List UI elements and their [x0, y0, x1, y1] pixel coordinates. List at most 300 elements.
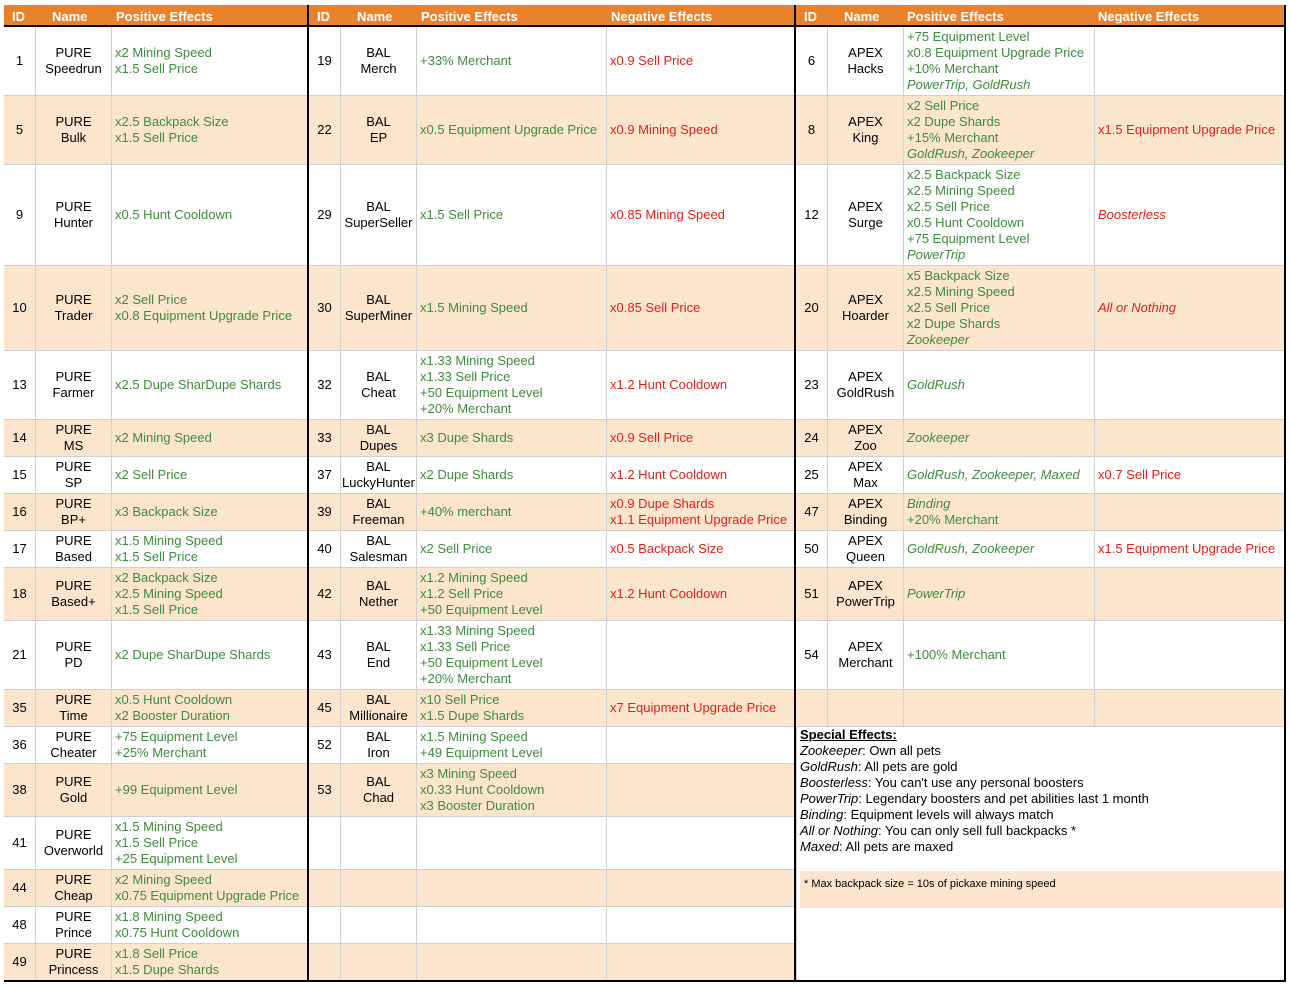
- effect-line: +100% Merchant: [907, 647, 1006, 662]
- cell-neg: [1095, 494, 1286, 531]
- effect-line: x1.5 Mining Speed: [115, 819, 223, 834]
- cell-pos: [417, 817, 607, 870]
- effect-line: BAL: [366, 774, 391, 789]
- cell-id: [796, 690, 828, 727]
- effect-line: Cheat: [361, 385, 396, 400]
- special-desc: : Own all pets: [862, 743, 941, 758]
- cell-name: [341, 266, 417, 351]
- cell-pos: [417, 944, 607, 981]
- effect-line: BAL: [366, 422, 391, 437]
- effect-line: BAL: [366, 292, 391, 307]
- cell-pos: [904, 690, 1095, 727]
- special-effect-item: [800, 807, 1286, 823]
- effect-line: x3 Mining Speed: [420, 766, 517, 781]
- special-term: Binding: [800, 807, 844, 822]
- effect-line: x2 Booster Duration: [115, 708, 230, 723]
- special-effect-item: [800, 839, 1286, 855]
- cell-name: [341, 165, 417, 266]
- cell-pos: [112, 907, 309, 944]
- effect-line: Hacks: [847, 61, 884, 76]
- row-id: 37: [317, 467, 332, 482]
- effect-line: BAL: [366, 459, 391, 474]
- cell-pos: [112, 727, 309, 764]
- header-row: [309, 5, 797, 27]
- header-negative-effects: Negative Effects: [1098, 9, 1200, 24]
- effect-line: BAL: [366, 199, 391, 214]
- effect-line: x0.5 Equipment Upgrade Price: [420, 122, 598, 137]
- effect-line: Princess: [48, 962, 99, 977]
- cell-id: [309, 494, 341, 531]
- cell-id: [796, 531, 828, 568]
- effect-line: Binding: [907, 496, 951, 511]
- special-desc: : All pets are gold: [857, 759, 958, 774]
- row-id: 32: [317, 377, 332, 392]
- row-id: 54: [804, 647, 819, 662]
- special-desc: : You can only sell full backpacks *: [878, 823, 1077, 838]
- cell-neg: [607, 944, 797, 981]
- effect-line: PowerTrip: [907, 586, 966, 601]
- effect-line: x0.5 Backpack Size: [610, 541, 724, 556]
- effect-line: x1.33 Sell Price: [420, 369, 511, 384]
- effect-line: x3 Dupe Shards: [420, 430, 514, 445]
- effect-line: Zookeeper: [907, 430, 970, 445]
- cell-name: [341, 944, 417, 981]
- effect-line: x2 Backpack Size: [115, 570, 218, 585]
- cell-pos: [417, 568, 607, 621]
- row-id: 50: [804, 541, 819, 556]
- cell-pos: [112, 817, 309, 870]
- header-positive-effects: Positive Effects: [907, 9, 1004, 24]
- cell-pos: [904, 568, 1095, 621]
- cell-name: [341, 870, 417, 907]
- header-name: Name: [52, 9, 88, 24]
- effect-line: x0.5 Hunt Cooldown: [907, 215, 1025, 230]
- cell-pos: [904, 531, 1095, 568]
- effect-line: PURE: [55, 639, 92, 654]
- effect-line: x2 Sell Price: [115, 292, 188, 307]
- cell-neg: [607, 27, 797, 96]
- effect-line: x2 Dupe SharDupe Shards: [115, 647, 271, 662]
- special-term: GoldRush: [800, 759, 858, 774]
- row-id: 30: [317, 300, 332, 315]
- cell-name: [36, 690, 112, 727]
- effect-line: PURE: [55, 114, 92, 129]
- row-id: 45: [317, 700, 332, 715]
- effect-line: Freeman: [352, 512, 405, 527]
- effect-line: x1.5 Mining Speed: [420, 729, 528, 744]
- effect-line: Chad: [362, 790, 395, 805]
- cell-pos: [112, 420, 309, 457]
- effect-line: APEX: [848, 422, 883, 437]
- row-id: 24: [804, 430, 819, 445]
- cell-id: [796, 351, 828, 420]
- cell-neg: [607, 727, 797, 764]
- cell-pos: [112, 944, 309, 981]
- effect-line: BAL: [366, 533, 391, 548]
- cell-name: [341, 531, 417, 568]
- cell-pos: [904, 27, 1095, 96]
- cell-neg: [1095, 531, 1286, 568]
- cell-name: [828, 457, 904, 494]
- effect-line: x2 Dupe Shards: [907, 114, 1001, 129]
- cell-name: [341, 690, 417, 727]
- row-id: 29: [317, 207, 332, 222]
- cell-name: [36, 457, 112, 494]
- effect-line: +25% Merchant: [115, 745, 207, 760]
- cell-pos: [904, 266, 1095, 351]
- header-row: [796, 5, 1286, 27]
- cell-id: [309, 817, 341, 870]
- effect-line: APEX: [848, 533, 883, 548]
- row-id: 20: [804, 300, 819, 315]
- cell-pos: [904, 96, 1095, 165]
- effect-line: GoldRush: [907, 377, 965, 392]
- cell-pos: [112, 165, 309, 266]
- effect-line: Queen: [845, 549, 886, 564]
- effect-line: LuckyHunter: [342, 475, 415, 490]
- cell-name: [828, 531, 904, 568]
- effect-line: Hunter: [53, 215, 94, 230]
- cell-pos: [417, 727, 607, 764]
- row-id: 23: [804, 377, 819, 392]
- cell-id: [309, 457, 341, 494]
- effect-line: Time: [59, 708, 88, 723]
- effect-line: Farmer: [52, 385, 95, 400]
- special-term: Zookeeper: [800, 743, 863, 758]
- cell-neg: [1095, 420, 1286, 457]
- effect-line: SuperSeller: [344, 215, 413, 230]
- effect-line: Hoarder: [842, 308, 889, 323]
- cell-name: [341, 568, 417, 621]
- cell-id: [309, 96, 341, 165]
- cell-neg: [607, 621, 797, 690]
- cell-id: [309, 568, 341, 621]
- effect-line: x1.5 Sell Price: [420, 207, 504, 222]
- effect-line: BAL: [366, 496, 391, 511]
- cell-neg: [607, 351, 797, 420]
- effect-line: x1.5 Sell Price: [115, 61, 199, 76]
- cell-name: [36, 165, 112, 266]
- cell-pos: [417, 96, 607, 165]
- cell-pos: [417, 531, 607, 568]
- cell-neg: [1095, 568, 1286, 621]
- effect-line: Overworld: [43, 843, 104, 858]
- cell-id: [309, 870, 341, 907]
- effect-line: MS: [63, 438, 84, 453]
- effect-line: x2 Dupe Shards: [420, 467, 514, 482]
- cell-pos: [417, 870, 607, 907]
- effect-line: +50 Equipment Level: [420, 655, 543, 670]
- cell-pos: [417, 27, 607, 96]
- cell-neg: [607, 420, 797, 457]
- special-term: Maxed: [800, 839, 840, 854]
- effect-line: x1.2 Hunt Cooldown: [610, 467, 728, 482]
- row-id: 38: [12, 782, 27, 797]
- effect-line: PURE: [55, 199, 92, 214]
- cell-id: [309, 351, 341, 420]
- cell-pos: [417, 621, 607, 690]
- effect-line: Max: [853, 475, 878, 490]
- effect-line: Millionaire: [349, 708, 408, 723]
- divider: [1284, 5, 1286, 982]
- cell-id: [4, 764, 36, 817]
- cell-pos: [904, 165, 1095, 266]
- effect-line: x0.33 Hunt Cooldown: [420, 782, 545, 797]
- effect-line: PURE: [55, 872, 92, 887]
- cell-name: [828, 420, 904, 457]
- effect-line: PURE: [55, 292, 92, 307]
- effect-line: x1.2 Hunt Cooldown: [610, 586, 728, 601]
- cell-pos: [417, 457, 607, 494]
- cell-name: [828, 690, 904, 727]
- effect-line: SP: [64, 475, 83, 490]
- effects-table: [4, 5, 1286, 982]
- effect-line: Prince: [55, 925, 92, 940]
- cell-name: [828, 165, 904, 266]
- effect-line: x1.2 Sell Price: [420, 586, 504, 601]
- cell-neg: [607, 907, 797, 944]
- effect-line: APEX: [848, 45, 883, 60]
- effect-line: BAL: [366, 369, 391, 384]
- row-id: 36: [12, 737, 27, 752]
- row-id: 22: [317, 122, 332, 137]
- effect-line: PURE: [55, 459, 92, 474]
- cell-name: [36, 96, 112, 165]
- effect-line: Cheater: [50, 745, 97, 760]
- effect-line: PURE: [55, 729, 92, 744]
- effect-line: +75 Equipment Level: [115, 729, 238, 744]
- cell-id: [796, 266, 828, 351]
- cell-neg: [1095, 690, 1286, 727]
- effect-line: Based: [55, 549, 92, 564]
- special-term: PowerTrip: [800, 791, 859, 806]
- cell-pos: [112, 27, 309, 96]
- cell-id: [309, 531, 341, 568]
- cell-id: [4, 870, 36, 907]
- effect-line: x1.1 Equipment Upgrade Price: [610, 512, 788, 527]
- effect-line: x1.33 Sell Price: [420, 639, 511, 654]
- cell-name: [36, 907, 112, 944]
- row-id: 18: [12, 586, 27, 601]
- cell-pos: [112, 568, 309, 621]
- cell-pos: [112, 494, 309, 531]
- effect-line: +75 Equipment Level: [907, 29, 1030, 44]
- cell-pos: [112, 96, 309, 165]
- header-name: Name: [844, 9, 880, 24]
- effect-line: PURE: [55, 827, 92, 842]
- cell-id: [4, 690, 36, 727]
- effect-line: x0.9 Mining Speed: [610, 122, 718, 137]
- row-id: 51: [804, 586, 819, 601]
- cell-id: [796, 568, 828, 621]
- cell-pos: [417, 907, 607, 944]
- effect-line: Gold: [59, 790, 88, 805]
- effect-line: APEX: [848, 578, 883, 593]
- cell-pos: [417, 494, 607, 531]
- cell-neg: [607, 690, 797, 727]
- effect-line: SuperMiner: [344, 308, 413, 323]
- effect-line: +40% merchant: [420, 504, 512, 519]
- cell-name: [36, 817, 112, 870]
- row-id: 25: [804, 467, 819, 482]
- effect-line: x2.5 Dupe SharDupe Shards: [115, 377, 282, 392]
- effect-line: +99 Equipment Level: [115, 782, 238, 797]
- cell-name: [828, 27, 904, 96]
- effect-line: x0.9 Sell Price: [610, 430, 694, 445]
- effect-line: Nether: [358, 594, 399, 609]
- special-desc: : You can't use any personal boosters: [867, 775, 1084, 790]
- special-effect-item: [800, 775, 1286, 791]
- effect-line: x2 Mining Speed: [115, 430, 212, 445]
- effect-line: King: [852, 130, 879, 145]
- effect-line: BAL: [366, 45, 391, 60]
- cell-id: [796, 621, 828, 690]
- cell-neg: [607, 96, 797, 165]
- cell-id: [4, 727, 36, 764]
- header-row: [4, 5, 309, 27]
- effect-line: +75 Equipment Level: [907, 231, 1030, 246]
- effect-line: x1.5 Mining Speed: [115, 533, 223, 548]
- special-desc: : All pets are maxed: [839, 839, 954, 854]
- effect-line: x1.33 Mining Speed: [420, 353, 535, 368]
- effect-line: x1.33 Mining Speed: [420, 623, 535, 638]
- effect-line: +25 Equipment Level: [115, 851, 238, 866]
- effect-line: Iron: [367, 745, 390, 760]
- row-id: 16: [12, 504, 27, 519]
- effect-line: BAL: [366, 578, 391, 593]
- effect-line: x0.5 Hunt Cooldown: [115, 692, 233, 707]
- cell-id: [4, 907, 36, 944]
- cell-neg: [607, 494, 797, 531]
- effect-line: +20% Merchant: [420, 671, 512, 686]
- row-id: 9: [15, 207, 24, 222]
- row-id: 43: [317, 647, 332, 662]
- cell-neg: [1095, 165, 1286, 266]
- cell-name: [828, 568, 904, 621]
- effect-line: x2 Mining Speed: [115, 872, 212, 887]
- cell-name: [36, 420, 112, 457]
- effect-line: x1.5 Dupe Shards: [420, 708, 525, 723]
- cell-pos: [417, 266, 607, 351]
- effect-line: PURE: [55, 578, 92, 593]
- special-term: All or Nothing: [800, 823, 879, 838]
- effect-line: x2.5 Sell Price: [907, 300, 991, 315]
- row-id: 12: [804, 207, 819, 222]
- effect-line: Speedrun: [45, 61, 102, 76]
- special-effects-title: Special Effects:: [800, 727, 897, 742]
- row-id: 21: [12, 647, 27, 662]
- effect-line: PURE: [55, 533, 92, 548]
- cell-pos: [112, 690, 309, 727]
- effect-line: PD: [64, 655, 83, 670]
- header-id: ID: [317, 9, 330, 24]
- cell-id: [796, 27, 828, 96]
- cell-pos: [112, 870, 309, 907]
- cell-id: [4, 351, 36, 420]
- cell-neg: [607, 817, 797, 870]
- effect-line: +50 Equipment Level: [420, 602, 543, 617]
- effect-line: x0.75 Hunt Cooldown: [115, 925, 240, 940]
- special-desc: : Legendary boosters and pet abilities last 1 month: [858, 791, 1149, 806]
- effect-line: BAL: [366, 114, 391, 129]
- cell-name: [341, 494, 417, 531]
- effect-line: PowerTrip: [836, 594, 895, 609]
- effect-line: x7 Equipment Upgrade Price: [610, 700, 777, 715]
- row-id: 48: [12, 917, 27, 932]
- cell-name: [341, 727, 417, 764]
- row-id: 6: [807, 53, 816, 68]
- divider: [794, 5, 796, 982]
- cell-name: [341, 817, 417, 870]
- effect-line: x1.5 Equipment Upgrade Price: [1098, 122, 1276, 137]
- cell-name: [828, 494, 904, 531]
- effect-line: PURE: [55, 45, 92, 60]
- cell-neg: [1095, 266, 1286, 351]
- cell-name: [341, 907, 417, 944]
- effect-line: x1.5 Mining Speed: [420, 300, 528, 315]
- cell-name: [341, 764, 417, 817]
- effect-line: +33% Merchant: [420, 53, 512, 68]
- cell-id: [309, 27, 341, 96]
- effect-line: PowerTrip: [907, 247, 966, 262]
- effect-line: x3 Backpack Size: [115, 504, 218, 519]
- effect-line: x0.8 Equipment Upgrade Price: [907, 45, 1085, 60]
- cell-pos: [112, 621, 309, 690]
- cell-name: [36, 568, 112, 621]
- row-id: 15: [12, 467, 27, 482]
- cell-pos: [904, 420, 1095, 457]
- row-id: 47: [804, 504, 819, 519]
- effect-line: Cheap: [54, 888, 93, 903]
- effect-line: +20% Merchant: [907, 512, 999, 527]
- effect-line: Boosterless: [1098, 207, 1166, 222]
- effect-line: EP: [369, 130, 388, 145]
- row-id: 13: [12, 377, 27, 392]
- effect-line: x2.5 Mining Speed: [115, 586, 223, 601]
- effect-line: PURE: [55, 774, 92, 789]
- cell-name: [828, 621, 904, 690]
- effect-line: x1.5 Sell Price: [115, 130, 199, 145]
- effect-line: x1.5 Sell Price: [115, 835, 199, 850]
- header-id: ID: [804, 9, 817, 24]
- effect-line: GoldRush, Zookeeper, Maxed: [907, 467, 1080, 482]
- effect-line: PURE: [55, 422, 92, 437]
- effect-line: x2.5 Sell Price: [907, 199, 991, 214]
- effect-line: +50 Equipment Level: [420, 385, 543, 400]
- cell-id: [4, 817, 36, 870]
- cell-pos: [417, 165, 607, 266]
- row-id: 10: [12, 300, 27, 315]
- row-id: 33: [317, 430, 332, 445]
- cell-id: [4, 944, 36, 981]
- row-id: 14: [12, 430, 27, 445]
- special-effect-item: [800, 759, 1286, 775]
- effect-line: Bulk: [60, 130, 87, 145]
- effect-line: PURE: [55, 946, 92, 961]
- row-id: 35: [12, 700, 27, 715]
- effect-line: x0.9 Sell Price: [610, 53, 694, 68]
- effect-line: Dupes: [359, 438, 398, 453]
- cell-id: [309, 727, 341, 764]
- cell-neg: [1095, 27, 1286, 96]
- header-negative-effects: Negative Effects: [611, 9, 713, 24]
- cell-id: [309, 690, 341, 727]
- effect-line: x2 Dupe Shards: [907, 316, 1001, 331]
- cell-id: [796, 165, 828, 266]
- cell-name: [36, 351, 112, 420]
- effect-line: APEX: [848, 459, 883, 474]
- row-id: 52: [317, 737, 332, 752]
